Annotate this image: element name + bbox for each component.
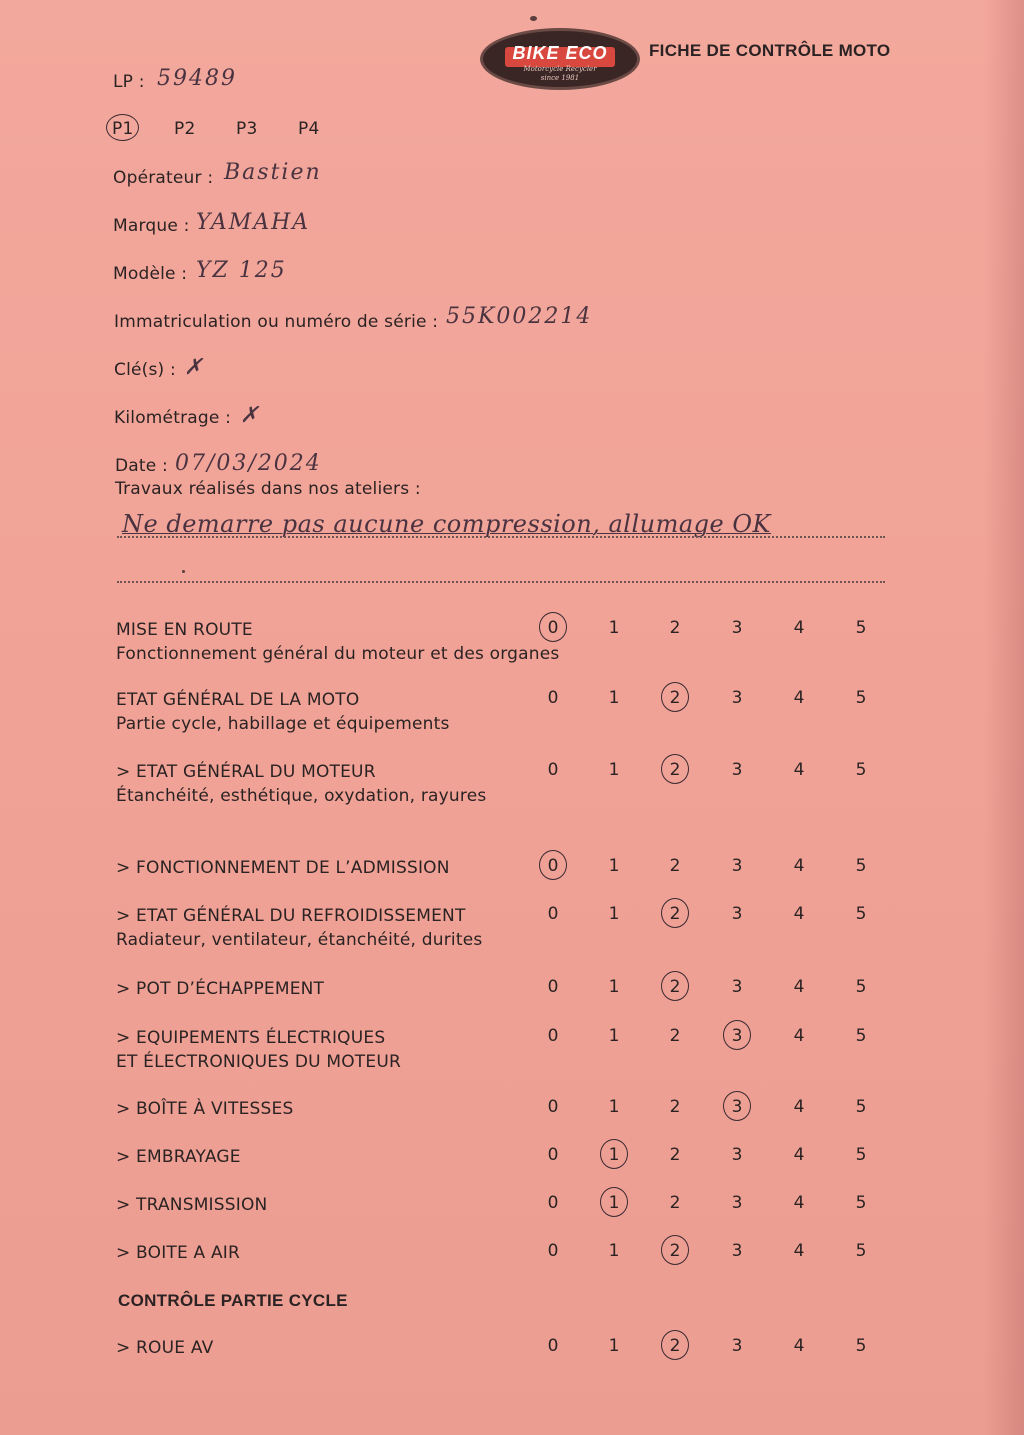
row-title: > BOÎTE À VITESSES	[116, 1099, 294, 1119]
score-option-3[interactable]: 3	[731, 618, 743, 638]
score-option-1[interactable]: 1	[608, 1241, 620, 1261]
score-option-3[interactable]: 3	[731, 1241, 743, 1261]
score-selected-circle	[661, 754, 689, 784]
marque-label: Marque :	[113, 216, 190, 236]
score-option-4[interactable]: 4	[793, 1097, 805, 1117]
score-option-3[interactable]: 3	[731, 1336, 743, 1356]
score-option-3[interactable]: 3	[731, 1193, 743, 1213]
score-selected-circle	[661, 682, 689, 712]
position-p3: P3	[236, 119, 258, 139]
score-option-4[interactable]: 4	[793, 1241, 805, 1261]
score-option-0[interactable]: 0	[547, 1145, 559, 1165]
score-option-4[interactable]: 4	[793, 904, 805, 924]
score-option-0[interactable]: 0	[547, 1193, 559, 1213]
travaux-line-1	[117, 536, 885, 538]
row-title: MISE EN ROUTE	[116, 620, 253, 640]
score-selected-circle	[661, 1330, 689, 1360]
score-option-5[interactable]: 5	[855, 856, 867, 876]
kilometrage-value: ✗	[240, 403, 261, 428]
score-option-2[interactable]: 2	[669, 1193, 681, 1213]
score-option-1[interactable]: 1	[608, 1097, 620, 1117]
score-option-4[interactable]: 4	[793, 1026, 805, 1046]
score-option-2[interactable]: 2	[669, 904, 681, 924]
score-option-5[interactable]: 5	[855, 1097, 867, 1117]
cles-value: ✗	[184, 355, 205, 380]
immatriculation-value: 55K002214	[446, 304, 593, 329]
row-title: > BOITE A AIR	[116, 1243, 241, 1263]
score-selected-circle	[661, 971, 689, 1001]
row-title: > POT D’ÉCHAPPEMENT	[116, 979, 325, 999]
score-option-0[interactable]: 0	[547, 618, 559, 638]
score-option-5[interactable]: 5	[855, 688, 867, 708]
lp-label: LP :	[113, 72, 145, 92]
score-selected-circle	[661, 1235, 689, 1265]
operateur-label: Opérateur :	[113, 168, 214, 188]
date-value: 07/03/2024	[175, 451, 322, 476]
score-option-4[interactable]: 4	[793, 760, 805, 780]
row-title: > ETAT GÉNÉRAL DU REFROIDISSEMENT	[116, 906, 466, 926]
score-option-1[interactable]: 1	[608, 688, 620, 708]
score-option-0[interactable]: 0	[547, 904, 559, 924]
row-subtitle: Fonctionnement général du moteur et des organes	[116, 644, 560, 664]
score-option-5[interactable]: 5	[855, 760, 867, 780]
score-option-1[interactable]: 1	[608, 977, 620, 997]
position-p4: P4	[298, 119, 320, 139]
score-option-2[interactable]: 2	[669, 977, 681, 997]
score-option-2[interactable]: 2	[669, 1145, 681, 1165]
score-option-3[interactable]: 3	[731, 1097, 743, 1117]
score-option-3[interactable]: 3	[731, 856, 743, 876]
travaux-label: Travaux réalisés dans nos ateliers :	[115, 479, 421, 499]
score-option-3[interactable]: 3	[731, 1026, 743, 1046]
immatriculation-label: Immatriculation ou numéro de série :	[114, 312, 439, 332]
row-subtitle: Étanchéité, esthétique, oxydation, rayures	[116, 786, 487, 806]
logo-text: BIKE ECO	[512, 43, 608, 63]
score-option-0[interactable]: 0	[547, 1241, 559, 1261]
row-title: > ROUE AV	[116, 1338, 214, 1358]
modele-label: Modèle :	[113, 264, 188, 284]
cles-label: Clé(s) :	[114, 360, 176, 380]
score-selected-circle	[723, 1020, 751, 1050]
score-option-5[interactable]: 5	[855, 618, 867, 638]
score-option-5[interactable]: 5	[855, 1145, 867, 1165]
position-p1-circle	[106, 114, 139, 141]
score-option-3[interactable]: 3	[731, 688, 743, 708]
score-option-0[interactable]: 0	[547, 977, 559, 997]
score-option-0[interactable]: 0	[547, 1026, 559, 1046]
position-p2: P2	[174, 119, 196, 139]
score-selected-circle	[600, 1139, 628, 1169]
score-option-3[interactable]: 3	[731, 904, 743, 924]
row-title: ETAT GÉNÉRAL DE LA MOTO	[116, 690, 360, 710]
row-subtitle: ET ÉLECTRONIQUES DU MOTEUR	[116, 1052, 401, 1072]
score-option-1[interactable]: 1	[608, 760, 620, 780]
row-subtitle: Radiateur, ventilateur, étanchéité, durites	[116, 930, 483, 950]
row-title: > FONCTIONNEMENT DE L’ADMISSION	[116, 858, 450, 878]
score-option-1[interactable]: 1	[608, 1193, 620, 1213]
bike-eco-logo	[480, 28, 640, 90]
score-option-4[interactable]: 4	[793, 1336, 805, 1356]
score-option-2[interactable]: 2	[669, 1026, 681, 1046]
score-option-1[interactable]: 1	[608, 904, 620, 924]
score-option-4[interactable]: 4	[793, 688, 805, 708]
date-label: Date :	[115, 456, 168, 476]
score-option-1[interactable]: 1	[608, 1026, 620, 1046]
score-option-4[interactable]: 4	[793, 977, 805, 997]
score-selected-circle	[723, 1091, 751, 1121]
row-title: > EQUIPEMENTS ÉLECTRIQUES	[116, 1028, 386, 1048]
lp-value: 59489	[157, 66, 237, 91]
row-title: > TRANSMISSION	[116, 1195, 268, 1215]
row-title: > EMBRAYAGE	[116, 1147, 241, 1167]
position-p1: P1	[112, 119, 134, 139]
ink-speck	[182, 570, 185, 573]
score-option-0[interactable]: 0	[547, 760, 559, 780]
operateur-value: Bastien	[224, 160, 322, 185]
score-selected-circle	[600, 1187, 628, 1217]
section-partie-cycle-title: CONTRÔLE PARTIE CYCLE	[118, 1291, 348, 1310]
score-option-1[interactable]: 1	[608, 618, 620, 638]
travaux-line-2	[117, 581, 885, 583]
score-option-2[interactable]: 2	[669, 1336, 681, 1356]
score-option-1[interactable]: 1	[608, 856, 620, 876]
score-option-2[interactable]: 2	[669, 1097, 681, 1117]
score-option-2[interactable]: 2	[669, 688, 681, 708]
score-option-1[interactable]: 1	[608, 1145, 620, 1165]
score-option-2[interactable]: 2	[669, 618, 681, 638]
score-option-3[interactable]: 3	[731, 977, 743, 997]
score-option-3[interactable]: 3	[731, 760, 743, 780]
score-option-5[interactable]: 5	[855, 1026, 867, 1046]
logo-subtitle: Motorcycle Recycler	[523, 65, 597, 73]
travaux-value: Ne demarre pas aucune compression, allumage OK	[122, 510, 771, 538]
score-option-3[interactable]: 3	[731, 1145, 743, 1165]
kilometrage-label: Kilométrage :	[114, 408, 232, 428]
score-option-0[interactable]: 0	[547, 856, 559, 876]
score-option-4[interactable]: 4	[793, 856, 805, 876]
row-title: > ETAT GÉNÉRAL DU MOTEUR	[116, 762, 376, 782]
sheet-title: FICHE DE CONTRÔLE MOTO	[649, 41, 891, 60]
score-option-0[interactable]: 0	[547, 1336, 559, 1356]
score-selected-circle	[539, 612, 567, 642]
logo-since: since 1981	[540, 74, 580, 82]
score-option-0[interactable]: 0	[547, 688, 559, 708]
score-option-5[interactable]: 5	[855, 904, 867, 924]
score-option-2[interactable]: 2	[669, 760, 681, 780]
score-option-5[interactable]: 5	[855, 1193, 867, 1213]
score-option-4[interactable]: 4	[793, 1193, 805, 1213]
score-option-5[interactable]: 5	[855, 1241, 867, 1261]
score-option-0[interactable]: 0	[547, 1097, 559, 1117]
score-selected-circle	[539, 850, 567, 880]
score-option-2[interactable]: 2	[669, 1241, 681, 1261]
score-option-4[interactable]: 4	[793, 618, 805, 638]
score-option-2[interactable]: 2	[669, 856, 681, 876]
marque-value: YAMAHA	[196, 210, 311, 235]
row-subtitle: Partie cycle, habillage et équipements	[116, 714, 450, 734]
score-option-4[interactable]: 4	[793, 1145, 805, 1165]
score-option-5[interactable]: 5	[855, 1336, 867, 1356]
ink-speck	[530, 16, 537, 21]
score-option-1[interactable]: 1	[608, 1336, 620, 1356]
score-selected-circle	[661, 898, 689, 928]
modele-value: YZ 125	[196, 258, 287, 283]
score-option-5[interactable]: 5	[855, 977, 867, 997]
